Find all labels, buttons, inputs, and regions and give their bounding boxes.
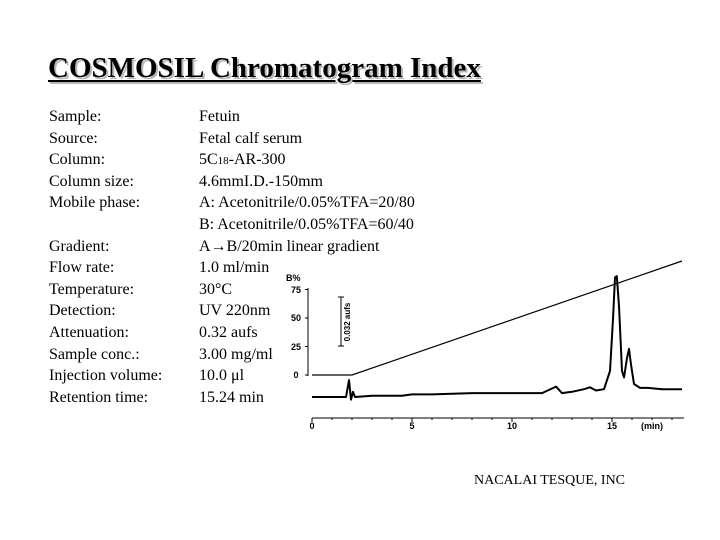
param-value: 1.0 ml/min [199,259,270,277]
page-title: COSMOSIL Chromatogram Index [48,52,481,84]
param-value: Fetal calf serum [199,129,303,147]
y-tick-label: 0 [293,370,299,380]
param-value: B: Acetonitrile/0.05%TFA=60/40 [199,215,414,233]
param-label: Retention time: [49,388,149,406]
param-label: Mobile phase: [49,194,141,212]
column-subscript: 18 [217,155,229,168]
param-value: Fetuin [199,108,240,125]
param-value: A→B/20min linear gradient [199,237,380,255]
b-percent-axis-label: B% [286,273,301,283]
param-label: Gradient: [49,237,110,255]
column-prefix: 5C [199,151,218,169]
y-tick-label: 75 [290,285,302,295]
y-tick-label: 25 [290,342,302,352]
param-value: 3.00 mg/ml [199,345,273,363]
param-label: Sample: [49,108,102,125]
param-label: Sample conc.: [49,345,140,363]
param-label: Attenuation: [49,323,129,341]
param-value: 4.6mmI.D.-150mm [199,172,323,190]
x-axis-label: (min) [641,421,663,431]
x-tick-label: 15 [606,421,618,431]
x-tick-label: 0 [309,421,315,431]
param-label: Column size: [49,172,134,190]
param-value: UV 220nm [199,302,271,320]
param-value: A: Acetonitrile/0.05%TFA=20/80 [199,194,415,212]
param-value: 30°C [199,280,233,298]
column-suffix: -AR-300 [228,151,286,169]
param-label: Column: [49,151,106,169]
param-label: Injection volume: [49,367,163,385]
x-tick-label: 5 [409,421,415,431]
absorbance-series-line [312,276,682,400]
param-label: Detection: [49,302,116,320]
param-value: 0.32 aufs [199,323,258,341]
param-label: Source: [49,129,98,147]
company-name: NACALAI TESQUE, INC [474,473,626,488]
param-value: 10.0 μl [199,367,245,385]
param-label: Flow rate: [49,259,115,277]
y-tick-label: 50 [290,313,302,323]
param-label: Temperature: [49,280,135,298]
x-tick-label: 10 [506,421,518,431]
scale-bar-label: 0.032 aufs [343,302,352,342]
time-axis-ticks [312,418,672,422]
param-value: 15.24 min [199,388,264,406]
